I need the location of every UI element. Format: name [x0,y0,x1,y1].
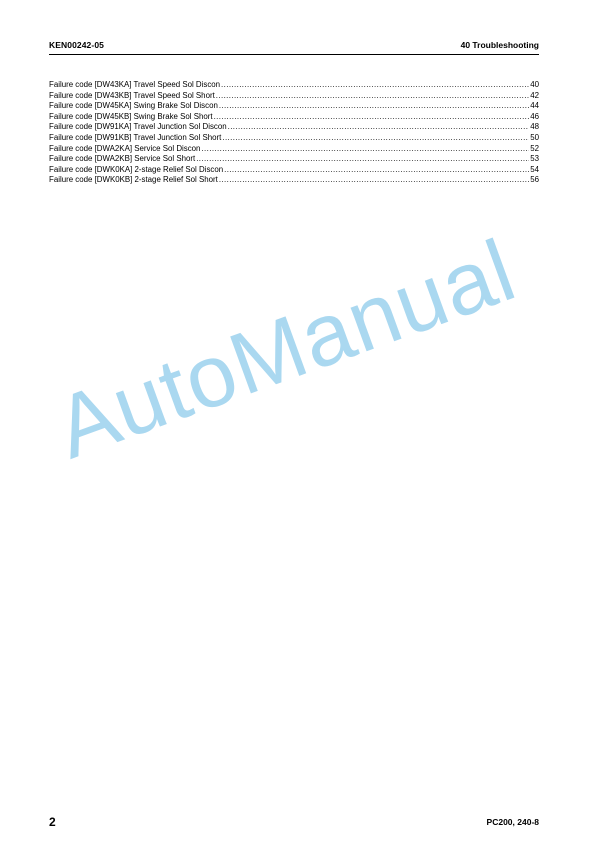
toc-entry[interactable] [49,91,539,102]
section-title: 40 Troubleshooting [460,40,539,50]
toc-entry-title: Failure code [DW45KA] Swing Brake Sol Discon [49,101,218,111]
toc-entry-page: 53 [530,154,539,164]
toc-entry[interactable] [49,154,539,165]
document-code: KEN00242-05 [49,40,104,50]
toc-entry-page: 50 [530,132,539,142]
page-number: 2 [49,815,56,829]
toc-entry-page: 46 [530,111,539,121]
toc-entry-title: Failure code [DWK0KA] 2-stage Relief Sol Discon [49,164,224,174]
toc-entry-title: Failure code [DWA2KB] Service Sol Short [49,154,196,164]
toc-dot-leader [216,91,529,102]
toc-dot-leader [228,122,530,133]
toc-entry[interactable] [49,144,539,155]
toc-dot-leader [201,144,529,155]
toc-dot-leader [214,112,530,123]
toc-entry-title: Failure code [DW91KB] Travel Junction Sol Short [49,132,222,142]
toc-entry[interactable] [49,122,539,133]
toc-entry-page: 48 [530,122,539,132]
watermark: AutoManual [42,219,528,478]
toc-entry-title: Failure code [DWK0KB] 2-stage Relief Sol Short [49,175,218,185]
machine-model: PC200, 240-8 [486,817,539,827]
toc-entry-page: 56 [530,175,539,185]
toc-entry[interactable] [49,101,539,112]
toc-entry[interactable] [49,112,539,123]
toc-entry-title: Failure code [DW43KA] Travel Speed Sol Discon [49,80,221,89]
toc-entry-title: Failure code [DWA2KA] Service Sol Discon [49,143,201,153]
toc-entry-page: 44 [530,101,539,111]
toc-entry[interactable] [49,80,539,91]
toc-entry[interactable] [49,175,539,186]
toc-entry-title: Failure code [DW91KA] Travel Junction Sol Discon [49,122,227,132]
toc-dot-leader [222,133,529,144]
page-header [49,40,539,55]
toc-entry[interactable] [49,165,539,176]
toc-entry-page: 54 [530,164,539,174]
toc-entry-title: Failure code [DW45KB] Swing Brake Sol Short [49,111,213,121]
toc-dot-leader [221,80,529,91]
toc-entry-page: 42 [530,90,539,100]
toc-entry-title: Failure code [DW43KB] Travel Speed Sol Short [49,90,215,100]
toc-dot-leader [224,165,529,176]
toc-entry-page: 52 [530,143,539,153]
toc-entry-page: 40 [530,80,539,89]
toc-dot-leader [196,154,529,165]
toc-dot-leader [219,101,529,112]
table-of-contents [49,80,539,186]
toc-entry[interactable] [49,133,539,144]
toc-dot-leader [219,175,529,186]
